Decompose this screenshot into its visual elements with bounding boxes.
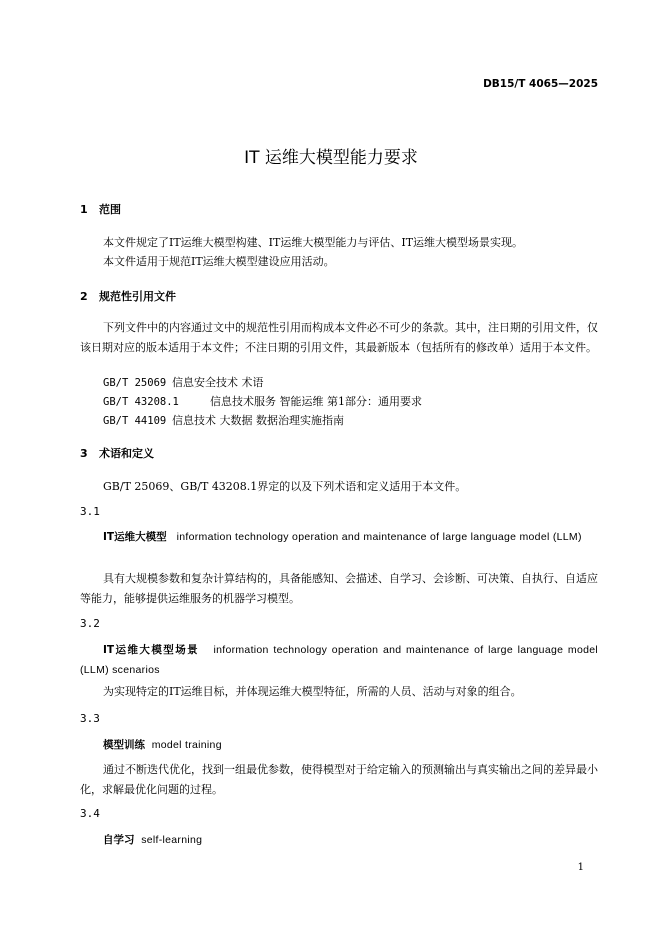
term-entry bbox=[80, 640, 598, 680]
section-2-title: 规范性引用文件 bbox=[99, 290, 176, 303]
section-3-title: 术语和定义 bbox=[99, 447, 154, 460]
section-3-number: 3 bbox=[80, 447, 88, 460]
section-1-number: 1 bbox=[80, 203, 88, 216]
section-2-heading bbox=[80, 288, 176, 304]
term-english: self-learning bbox=[141, 834, 203, 846]
reference-code: GB/T 44109 bbox=[103, 415, 167, 427]
reference-title: 信息技术服务 智能运维 第1部分：通用要求 bbox=[210, 395, 422, 408]
term-english: model training bbox=[151, 739, 222, 751]
reference-item bbox=[103, 374, 264, 390]
term-definition: 具有大规模参数和复杂计算结构的，具备能感知、会描述、自学习、会诊断、可决策、自执行、自适应等能力，能够提供运维服务的机器学习模型。 bbox=[80, 572, 598, 605]
page-number: 1 bbox=[577, 862, 584, 873]
term-english: information technology operation and maintenance of large language model (LLM) bbox=[176, 531, 582, 543]
section-1-paragraph-1: 本文件规定了IT运维大模型构建、IT运维大模型能力与评估、IT运维大模型场景实现。 bbox=[103, 236, 524, 249]
section-2-number: 2 bbox=[80, 290, 88, 303]
term-entry bbox=[80, 830, 598, 850]
standard-code: DB15/T 4065—2025 bbox=[483, 78, 598, 90]
term-chinese: 模型训练 bbox=[103, 739, 145, 751]
term-definition: 通过不断迭代优化，找到一组最优参数，使得模型对于给定输入的预测输出与真实输出之间的差异最小化，求解最优化问题的过程。 bbox=[80, 763, 598, 796]
reference-code: GB/T 43208.1 bbox=[103, 396, 179, 408]
term-english: information technology operation and maintenance of large language model (LLM) scenarios bbox=[80, 644, 598, 676]
term-entry bbox=[80, 527, 598, 547]
section-1-title: 范围 bbox=[99, 203, 121, 216]
term-chinese: 自学习 bbox=[103, 834, 135, 846]
document-title: IT 运维大模型能力要求 bbox=[244, 148, 418, 168]
section-3-intro: GB/T 25069、GB/T 43208.1界定的以及下列术语和定义适用于本文件。 bbox=[103, 480, 467, 493]
reference-item bbox=[103, 412, 344, 428]
reference-item bbox=[103, 393, 422, 409]
term-number: 3.4 bbox=[80, 807, 100, 820]
term-definition: 为实现特定的IT运维目标，并体现运维大模型特征，所需的人员、活动与对象的组合。 bbox=[103, 685, 522, 698]
term-number: 3.1 bbox=[80, 505, 100, 518]
section-2-paragraph-1: 下列文件中的内容通过文中的规范性引用而构成本文件必不可少的条款。其中，注日期的引用文件，仅该日期对应的版本适用于本文件；不注日期的引用文件，其最新版本（包括所有的修改单）适用于本文件。 bbox=[80, 321, 598, 354]
term-chinese: IT运维大模型场景 bbox=[103, 644, 200, 656]
term-number: 3.3 bbox=[80, 712, 100, 725]
section-3-heading bbox=[80, 445, 154, 461]
section-1-paragraph-2: 本文件适用于规范IT运维大模型建设应用活动。 bbox=[103, 255, 335, 268]
reference-code: GB/T 25069 bbox=[103, 377, 167, 389]
reference-title: 信息安全技术 术语 bbox=[172, 376, 264, 389]
section-1-heading bbox=[80, 201, 121, 217]
term-number: 3.2 bbox=[80, 617, 100, 630]
term-chinese: IT运维大模型 bbox=[103, 531, 167, 543]
reference-title: 信息技术 大数据 数据治理实施指南 bbox=[172, 414, 344, 427]
term-entry bbox=[80, 735, 598, 755]
